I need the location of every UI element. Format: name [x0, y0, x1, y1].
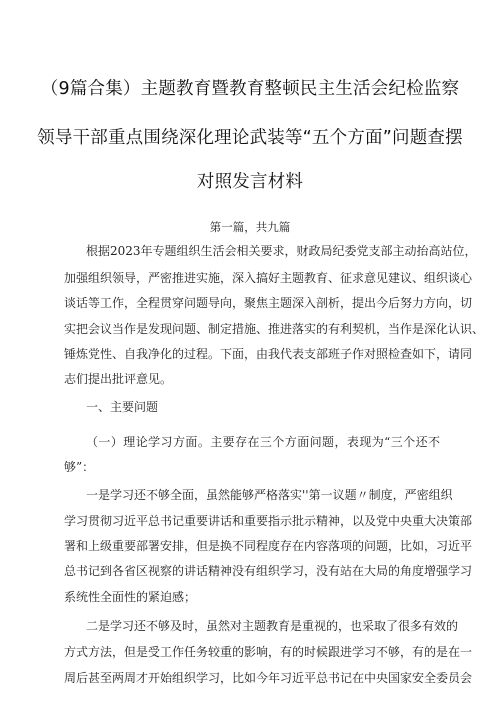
paragraph-line: 锤炼党性、自我净化的过程。下面，由我代表支部班子作对照检查如下，请同 — [64, 347, 473, 361]
paragraph-line: 署和上级重要部署安排，但是换不同程度存在内容落项的问题，比如，习近平 — [64, 539, 473, 553]
document-title-line-2: 领导干部重点围绕深化理论武装等“五个方面”问题查摆 — [37, 128, 463, 148]
paragraph-line: 系统性全面性的紧迫感； — [64, 590, 197, 604]
paragraph-line: 志们提出批评意见。 — [64, 372, 173, 386]
paragraph-line: 谈话等工作，全程贯穿问题导向，聚焦主题深入剖析，提出今后努力方向，切 — [64, 296, 473, 310]
paragraph-line: 加强组织领导，严密推进实施，深入搞好主题教育、征求意见建议、组织谈心 — [64, 271, 473, 285]
paragraph-line: 够”： — [64, 460, 95, 474]
paragraph-line: 一是学习还不够全面，虽然能够严格落实''第一议题〃制度，严密组织 — [86, 488, 453, 502]
paragraph-line: 总书记到各省区视察的讲话精神没有组织学习，没有站在大局的角度增强学习 — [64, 564, 473, 578]
heading-main-issues: 一、主要问题 — [86, 400, 159, 414]
paragraph-line: 根据2023年专题组织生活会相关要求，财政局纪委党支部主动抬高站位， — [86, 244, 477, 258]
document-title-line-1: （9篇合集）主题教育暨教育整顿民主生活会纪检监察 — [40, 79, 460, 99]
document-title-line-3: 对照发言材料 — [196, 172, 304, 192]
paragraph-line: 周后甚至两周才开始组织学习，比如今年习近平总书记在中央国家安全委员会 — [64, 671, 473, 685]
paragraph-line: 方式方法，但是受工作任务较重的影响，有的时候跟进学习不够，有的是在一 — [64, 645, 473, 659]
paragraph-line: 二是学习还不够及时，虽然对主题教育是重视的，也采取了很多有效的 — [86, 619, 459, 633]
paragraph-line: 实把会议当作是发现问题、制定措施、推进落实的有利契机，当作是深化认识、 — [64, 322, 485, 336]
paragraph-line: （一）理论学习方面。主要存在三个方面问题，表现为“三个还不 — [86, 435, 440, 449]
section-heading: 第一篇，共九篇 — [209, 220, 291, 234]
paragraph-line: 学习贯彻习近平总书记重要讲话和重要指示批示精神，以及党中央重大决策部 — [64, 514, 473, 528]
